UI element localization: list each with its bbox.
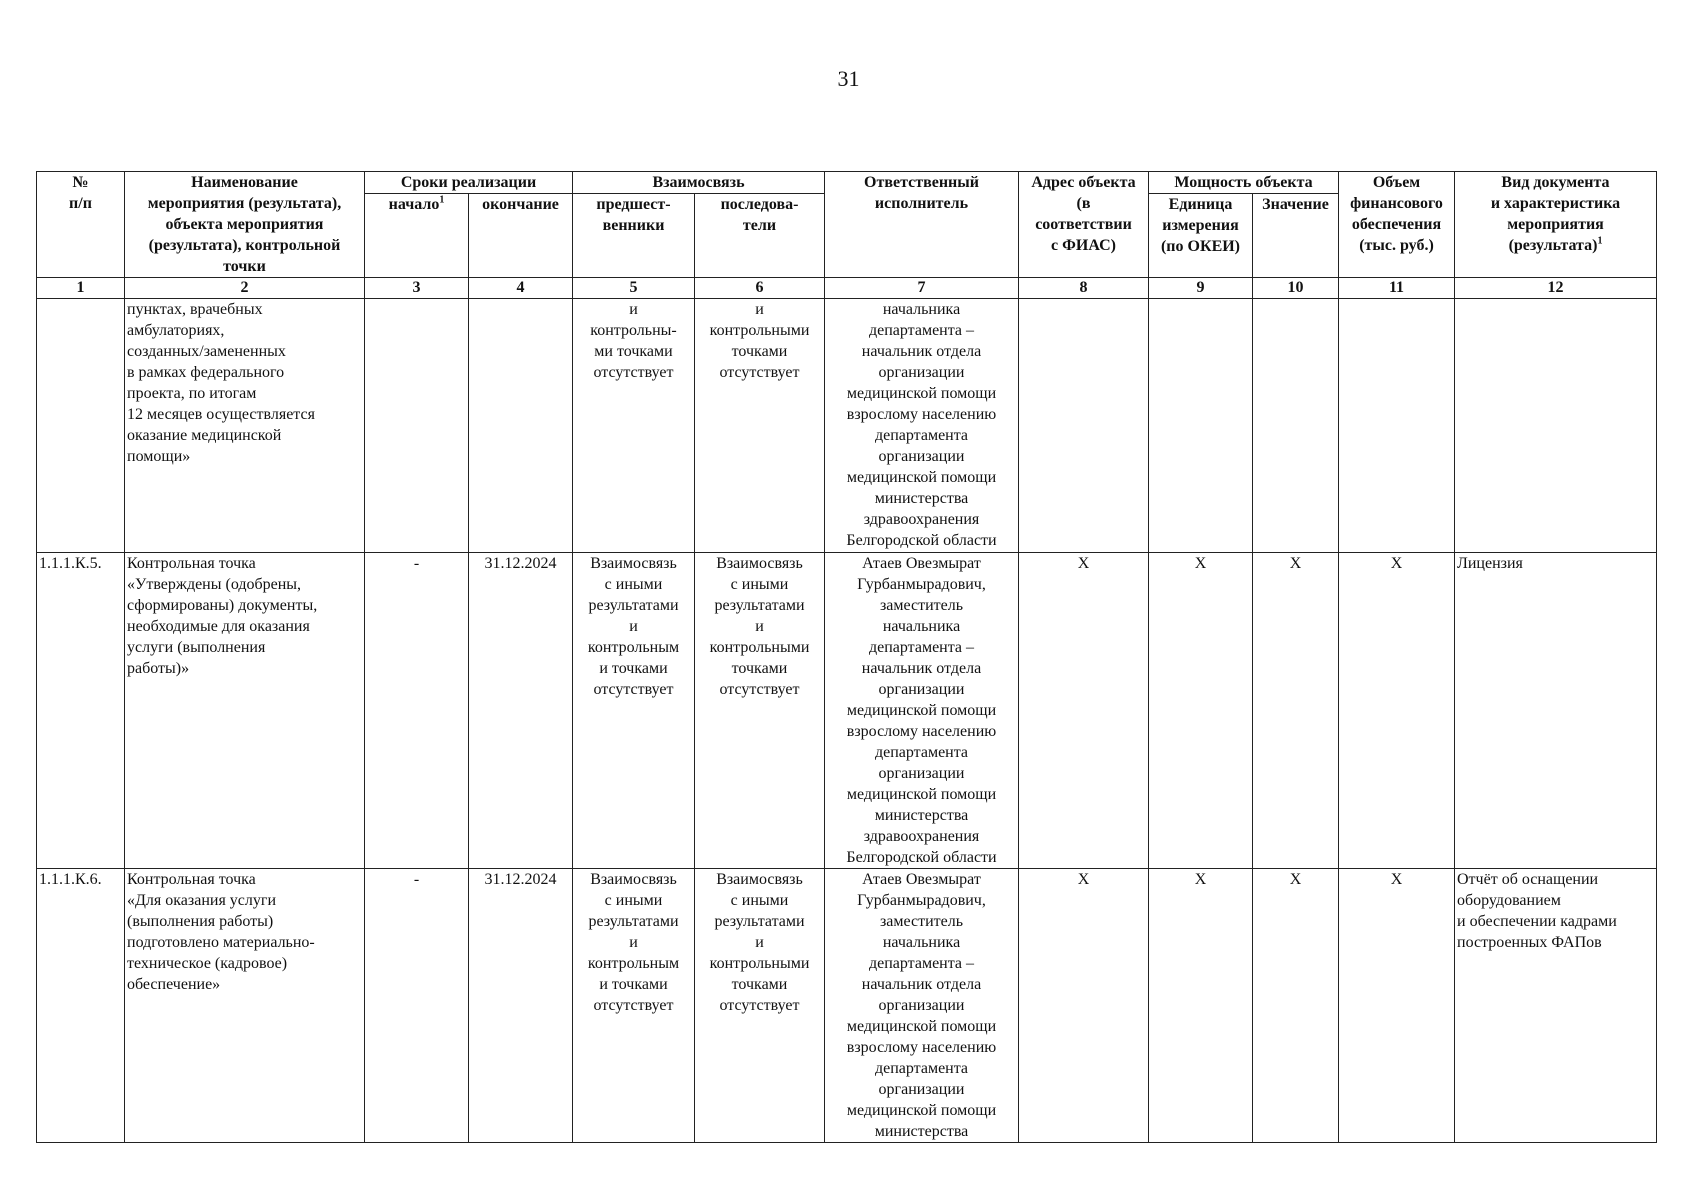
row-start <box>365 299 469 553</box>
header-number: № п/п <box>37 172 125 278</box>
row-name: пунктах, врачебных амбулаториях, созданных/замененных в рамках федерального проекта, по итогам 12 месяцев осуществляется оказание медицинской помощи» <box>125 299 365 553</box>
row-start: - <box>365 553 469 869</box>
column-number: 5 <box>573 278 695 299</box>
header-document-type-footnote: 1 <box>1597 235 1603 247</box>
row-predecessors: и контрольны- ми точками отсутствует <box>573 299 695 553</box>
column-number: 4 <box>469 278 573 299</box>
page-number: 31 <box>837 66 860 91</box>
row-predecessors: Взаимосвязь с иными результатами и контрольным и точками отсутствует <box>573 553 695 869</box>
row-name: Контрольная точка «Утверждены (одобрены, сформированы) документы, необходимые для оказания услуги (выполнения работы)» <box>125 553 365 869</box>
row-unit: X <box>1149 869 1253 1143</box>
header-successors: последова- тели <box>695 194 825 278</box>
row-number <box>37 299 125 553</box>
header-start-text: начало <box>388 196 440 213</box>
row-successors: и контрольными точками отсутствует <box>695 299 825 553</box>
column-number: 9 <box>1149 278 1253 299</box>
header-start <box>365 194 469 278</box>
column-number: 12 <box>1455 278 1657 299</box>
row-document: Отчёт об оснащении оборудованием и обеспечении кадрами построенных ФАПов <box>1455 869 1657 1143</box>
row-financing: X <box>1339 869 1455 1143</box>
row-address: X <box>1019 869 1149 1143</box>
table-row <box>37 869 1657 1143</box>
column-number: 10 <box>1253 278 1339 299</box>
header-end: окончание <box>469 194 573 278</box>
row-responsible: Атаев Овезмырат Гурбанмырадович, заместитель начальника департамента – начальник отдела организации медицинской помощи взрослому населению департамента организации медицинской помощи министерства <box>825 869 1019 1143</box>
header-unit: Единица измерения (по ОКЕИ) <box>1149 194 1253 278</box>
table-row <box>37 553 1657 869</box>
column-number-row <box>37 278 1657 299</box>
row-value: X <box>1253 869 1339 1143</box>
column-number: 1 <box>37 278 125 299</box>
column-number: 6 <box>695 278 825 299</box>
row-unit: X <box>1149 553 1253 869</box>
row-document: Лицензия <box>1455 553 1657 869</box>
header-financing: Объем финансового обеспечения (тыс. руб.) <box>1339 172 1455 278</box>
row-address: X <box>1019 553 1149 869</box>
row-financing: X <box>1339 553 1455 869</box>
row-financing <box>1339 299 1455 553</box>
column-number: 11 <box>1339 278 1455 299</box>
row-number: 1.1.1.К.5. <box>37 553 125 869</box>
header-capacity: Мощность объекта <box>1149 172 1339 194</box>
header-row-1 <box>37 172 1657 194</box>
header-name: Наименование мероприятия (результата), объекта мероприятия (результата), контрольной точки <box>125 172 365 278</box>
table-row <box>37 299 1657 553</box>
row-unit <box>1149 299 1253 553</box>
row-responsible: Атаев Овезмырат Гурбанмырадович, заместитель начальника департамента – начальник отдела организации медицинской помощи взрослому населению департамента организации медицинской помощи министерства здравоохранения Белгородской области <box>825 553 1019 869</box>
column-number: 2 <box>125 278 365 299</box>
header-terms: Сроки реализации <box>365 172 573 194</box>
header-responsible: Ответственный исполнитель <box>825 172 1019 278</box>
row-responsible: начальника департамента – начальник отдела организации медицинской помощи взрослому населению департамента организации медицинской помощи министерства здравоохранения Белгородской области <box>825 299 1019 553</box>
column-number: 3 <box>365 278 469 299</box>
row-number: 1.1.1.К.6. <box>37 869 125 1143</box>
row-value <box>1253 299 1339 553</box>
row-start: - <box>365 869 469 1143</box>
row-name: Контрольная точка «Для оказания услуги (выполнения работы) подготовлено материально- техническое (кадровое) обеспечение» <box>125 869 365 1143</box>
row-successors: Взаимосвязь с иными результатами и контрольными точками отсутствует <box>695 869 825 1143</box>
header-relationship: Взаимосвязь <box>573 172 825 194</box>
row-successors: Взаимосвязь с иными результатами и контрольными точками отсутствует <box>695 553 825 869</box>
header-address: Адрес объекта (в соответствии с ФИАС) <box>1019 172 1149 278</box>
header-document-type <box>1455 172 1657 278</box>
column-number: 8 <box>1019 278 1149 299</box>
header-predecessors: предшест- венники <box>573 194 695 278</box>
row-end: 31.12.2024 <box>469 553 573 869</box>
row-document <box>1455 299 1657 553</box>
row-address <box>1019 299 1149 553</box>
row-end: 31.12.2024 <box>469 869 573 1143</box>
row-end <box>469 299 573 553</box>
row-value: X <box>1253 553 1339 869</box>
header-document-type-text: Вид документа и характеристика мероприятия (результата) <box>1490 174 1621 254</box>
column-number: 7 <box>825 278 1019 299</box>
header-value: Значение <box>1253 194 1339 278</box>
plan-table <box>36 171 1657 1143</box>
row-predecessors: Взаимосвязь с иными результатами и контрольным и точками отсутствует <box>573 869 695 1143</box>
header-start-footnote: 1 <box>439 194 445 206</box>
